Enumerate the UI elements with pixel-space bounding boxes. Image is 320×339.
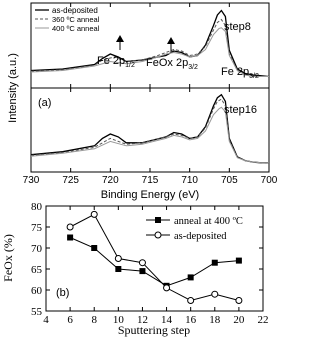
x-ticks-middle-panel [23,88,278,186]
peak-annotations [97,35,259,80]
data-point-anneal [91,245,97,251]
label-fe-2p12: Fe $2p_{1/2}$ [97,55,135,69]
plot-frame-middle [31,88,269,172]
x-tick-label-bottom: 8 [91,314,97,326]
label-fe-2p32: Fe $2p_{3/2}$ [221,66,259,80]
y-tick-label-bottom: 75 [31,222,42,234]
y-tick-label-bottom: 55 [31,306,42,318]
data-point-as-deposited [91,211,97,217]
data-point-as-deposited [115,256,121,262]
x-tick-label: 710 [181,175,199,186]
spectrum-panel-middle [23,88,278,186]
x-axis-label-sputtering-step: Sputtering step [117,323,191,337]
data-point-anneal [115,266,121,272]
data-point-anneal [236,258,242,264]
x-tick-label-bottom: 10 [112,314,124,326]
x-tick-label: 700 [260,175,278,186]
x-tick-label-bottom: 16 [185,314,197,326]
label-feox-2p32: FeOx $2p_{3/2}$ [146,57,198,71]
data-point-as-deposited [236,298,242,304]
data-point-as-deposited [139,260,145,266]
x-tick-label-bottom: 20 [233,314,245,326]
y-tick-label-bottom: 60 [31,285,42,297]
data-point-as-deposited [164,285,170,291]
x-axis-label-binding-energy: Binding Energy (eV) [100,189,200,201]
x-tick-label-bottom: 6 [67,314,73,326]
y-tick-label-bottom: 80 [31,201,42,213]
feox-panel-bottom [1,201,269,337]
x-tick-label: 730 [22,175,40,186]
x-tick-label-bottom: 22 [257,314,269,326]
x-tick-label-bottom: 18 [209,314,221,326]
data-point-as-deposited [67,224,73,230]
step-label-top: step8 [224,21,251,33]
legend-label-400-anneal: 400 ºC anneal [52,24,100,33]
x-tick-label: 715 [141,175,159,186]
arrow-fe-2p12-head [116,35,124,42]
series-line-b-1 [70,214,239,300]
legend-label-360-anneal: 360 ºC anneal [52,15,100,24]
x-tick-label-bottom: 4 [43,314,49,326]
x-tick-label-bottom: 14 [161,314,173,326]
legend-bottom [146,216,243,242]
y-axis-label-intensity: Intensity (a.u.) [7,53,19,123]
y-tick-label-bottom: 65 [31,264,42,276]
data-point-anneal [67,235,73,241]
arrow-feox-2p32-head [167,37,175,44]
x-tick-label-bottom: 12 [136,314,148,326]
x-tick-label: 725 [62,175,80,186]
legend-marker-open-circle [155,232,161,238]
y-tick-label-bottom: 70 [31,243,42,255]
data-point-anneal [188,274,194,280]
x-tick-label: 705 [220,175,238,186]
legend-label-as-deposited: as-deposited [52,6,98,15]
panel-label-b: (b) [56,287,70,299]
data-point-as-deposited [212,291,218,297]
step-label-middle: step16 [224,104,258,116]
y-axis-label-feox: FeOx (%) [1,234,15,282]
spectrum-panel-top [31,3,269,88]
legend-label-as-deposited-b: as-deposited [174,231,227,242]
legend-top [35,6,100,33]
panel-label-a: (a) [38,97,52,109]
data-point-anneal [212,260,218,266]
data-point-anneal [139,268,145,274]
legend-marker-filled-square [155,217,161,223]
x-tick-label: 720 [101,175,119,186]
data-point-as-deposited [188,298,194,304]
legend-label-anneal-400: anneal at 400 ºC [174,216,243,227]
